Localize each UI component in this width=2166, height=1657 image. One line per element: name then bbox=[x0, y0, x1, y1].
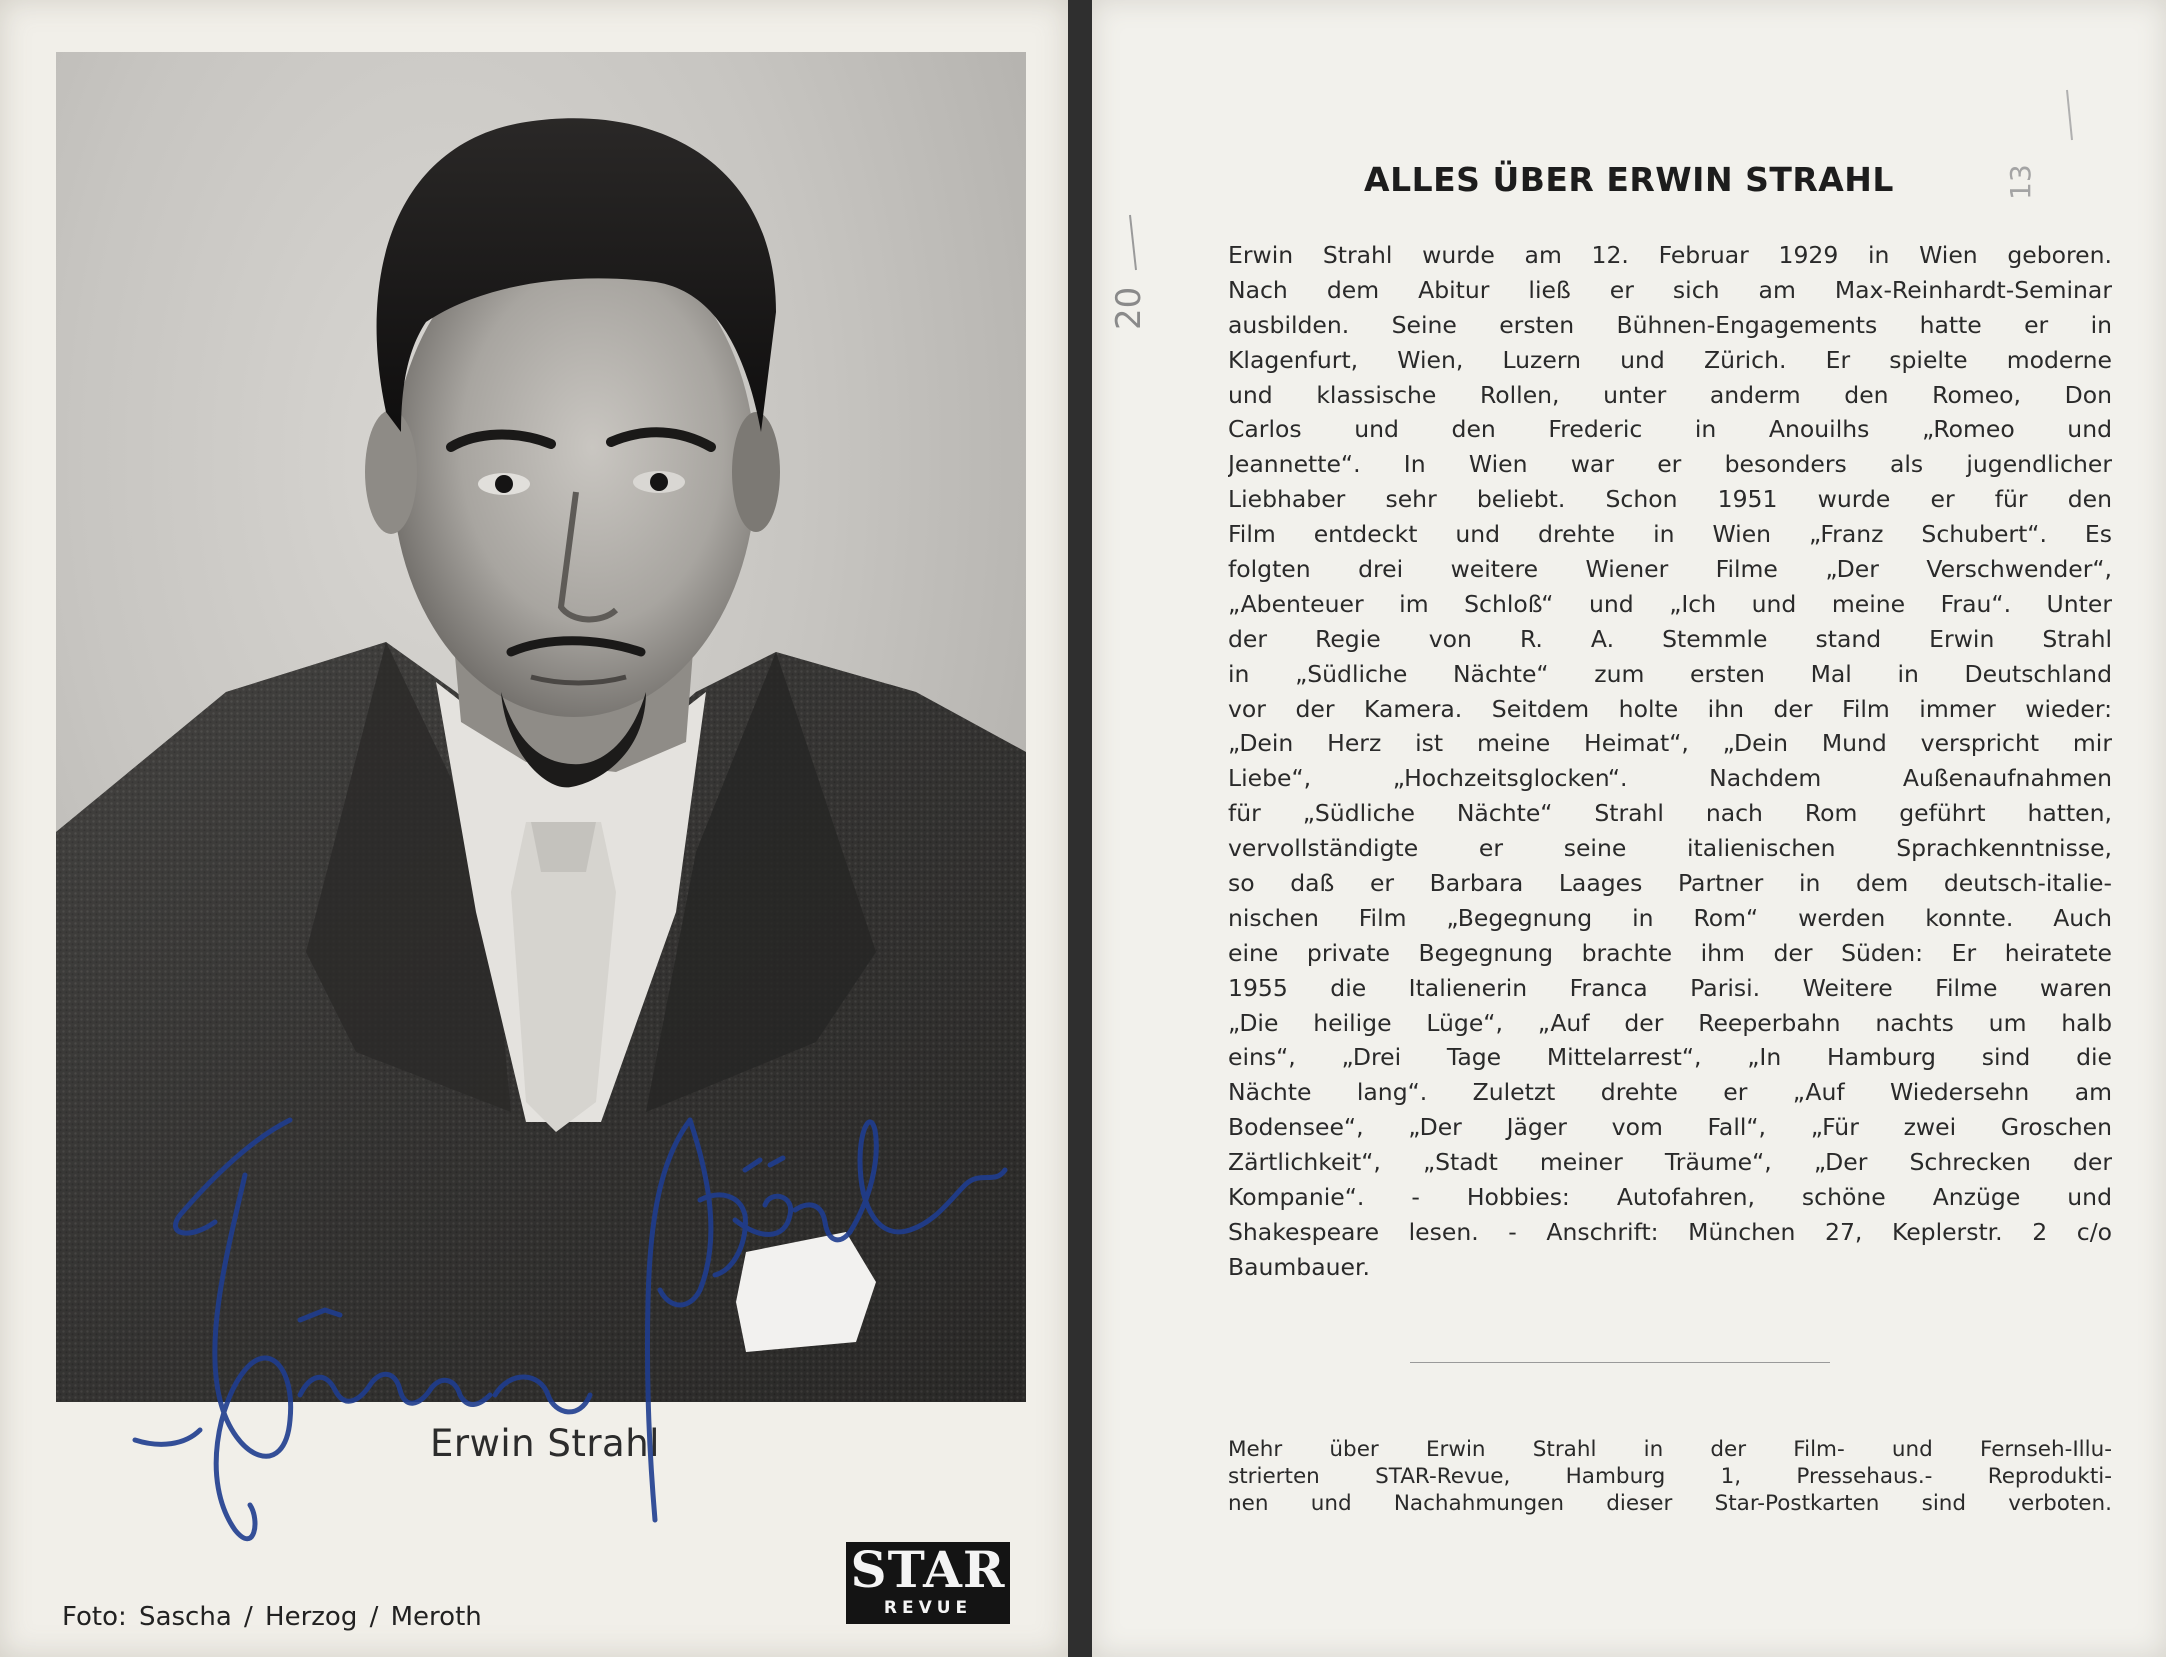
photo-credit: Foto: Sascha / Herzog / Meroth bbox=[62, 1602, 482, 1632]
footer-line: Mehr über Erwin Strahl in der Film- und Fernseh-Illu- bbox=[1228, 1437, 2112, 1462]
biography-text bbox=[1228, 238, 2112, 1285]
bio-line: Shakespeare lesen. - Anschrift: München 27, Keplerstr. 2 c/o bbox=[1228, 1217, 2112, 1246]
bio-line: „Die heilige Lüge“, „Auf der Reeperbahn nachts um halb bbox=[1228, 1008, 2112, 1037]
svg-text:13: 13 bbox=[2004, 164, 2037, 200]
bio-line: für „Südliche Nächte“ Strahl nach Rom geführt hatten, bbox=[1228, 799, 2112, 828]
bio-line: Nächte lang“. Zuletzt drehte er „Auf Wiedersehn am bbox=[1228, 1078, 2112, 1107]
scan-gap bbox=[1068, 0, 1092, 1657]
bio-line: „Dein Herz ist meine Heimat“, „Dein Mund verspricht mir bbox=[1228, 729, 2112, 758]
bio-title: ALLES ÜBER ERWIN STRAHL bbox=[1364, 160, 1894, 199]
bio-line: vervollständigte er seine italienischen Sprachkenntnisse, bbox=[1228, 834, 2112, 863]
star-revue-logo bbox=[846, 1542, 1010, 1624]
postcard-back bbox=[1092, 0, 2166, 1657]
bio-line: Klagenfurt, Wien, Luzern und Zürich. Er spielte moderne bbox=[1228, 345, 2112, 374]
bio-line: so daß er Barbara Laages Partner in dem deutsch-italie- bbox=[1228, 869, 2112, 898]
bio-line: der Regie von R. A. Stemmle stand Erwin Strahl bbox=[1228, 624, 2112, 653]
bio-line: 1955 die Italienerin Franca Parisi. Weitere Filme waren bbox=[1228, 973, 2112, 1002]
postcard-front bbox=[0, 0, 1068, 1657]
bio-line: Bodensee“, „Der Jäger vom Fall“, „Für zwei Groschen bbox=[1228, 1113, 2112, 1142]
bio-line: Erwin Strahl wurde am 12. Februar 1929 in Wien geboren. bbox=[1228, 241, 2112, 269]
bio-line: Film entdeckt und drehte in Wien „Franz Schubert“. Es bbox=[1228, 520, 2112, 549]
logo-revue-word: REVUE bbox=[883, 1598, 973, 1618]
bio-line: Nach dem Abitur ließ er sich am Max-Reinhardt-Seminar bbox=[1228, 275, 2112, 304]
bio-line: „Abenteuer im Schloß“ und „Ich und meine Frau“. Unter bbox=[1228, 589, 2112, 618]
bio-line: Jeannette“. In Wien war er besonders als jugendlicher bbox=[1228, 450, 2112, 479]
footer-line: nen und Nachahmungen dieser Star-Postkarten sind verboten. bbox=[1228, 1491, 2112, 1516]
bio-line: und klassische Rollen, unter anderm den Romeo, Don bbox=[1228, 380, 2112, 409]
logo-star-word: STAR bbox=[850, 1540, 1006, 1599]
divider-rule bbox=[1410, 1362, 1830, 1363]
bio-line: eins“, „Drei Tage Mittelarrest“, „In Hamburg sind die bbox=[1228, 1043, 2112, 1072]
bio-line: in „Südliche Nächte“ zum ersten Mal in Deutschland bbox=[1228, 659, 2112, 688]
caption-name: Erwin Strahl bbox=[430, 1422, 660, 1465]
bio-line: eine private Begegnung brachte ihm der Süden: Er heiratete bbox=[1228, 938, 2112, 967]
publisher-footer bbox=[1228, 1436, 2112, 1517]
bio-line: Liebhaber sehr beliebt. Schon 1951 wurde er für den bbox=[1228, 485, 2112, 514]
footer-line: strierten STAR-Revue, Hamburg 1, Pressehaus.- Reprodukti- bbox=[1228, 1464, 2112, 1489]
bio-line: Carlos und den Frederic in Anouilhs „Romeo und bbox=[1228, 415, 2112, 444]
bio-line: nischen Film „Begegnung in Rom“ werden konnte. Auch bbox=[1228, 903, 2112, 932]
bio-line: Zärtlichkeit“, „Stadt meiner Träume“, „Der Schrecken der bbox=[1228, 1148, 2112, 1177]
bio-line: vor der Kamera. Seitdem holte ihn der Film immer wieder: bbox=[1228, 694, 2112, 723]
bio-line: Liebe“, „Hochzeitsglocken“. Nachdem Außenaufnahmen bbox=[1228, 764, 2112, 793]
svg-text:20: 20 bbox=[1109, 286, 1149, 330]
bio-line: Baumbauer. bbox=[1228, 1252, 1370, 1281]
portrait-illustration bbox=[56, 52, 1026, 1402]
bio-line: Kompanie“. - Hobbies: Autofahren, schöne Anzüge und bbox=[1228, 1183, 2112, 1212]
bio-line: folgten drei weitere Wiener Filme „Der Verschwender“, bbox=[1228, 555, 2112, 584]
bio-line: ausbilden. Seine ersten Bühnen-Engagements hatte er in bbox=[1228, 310, 2112, 339]
portrait-photo bbox=[56, 52, 1026, 1402]
